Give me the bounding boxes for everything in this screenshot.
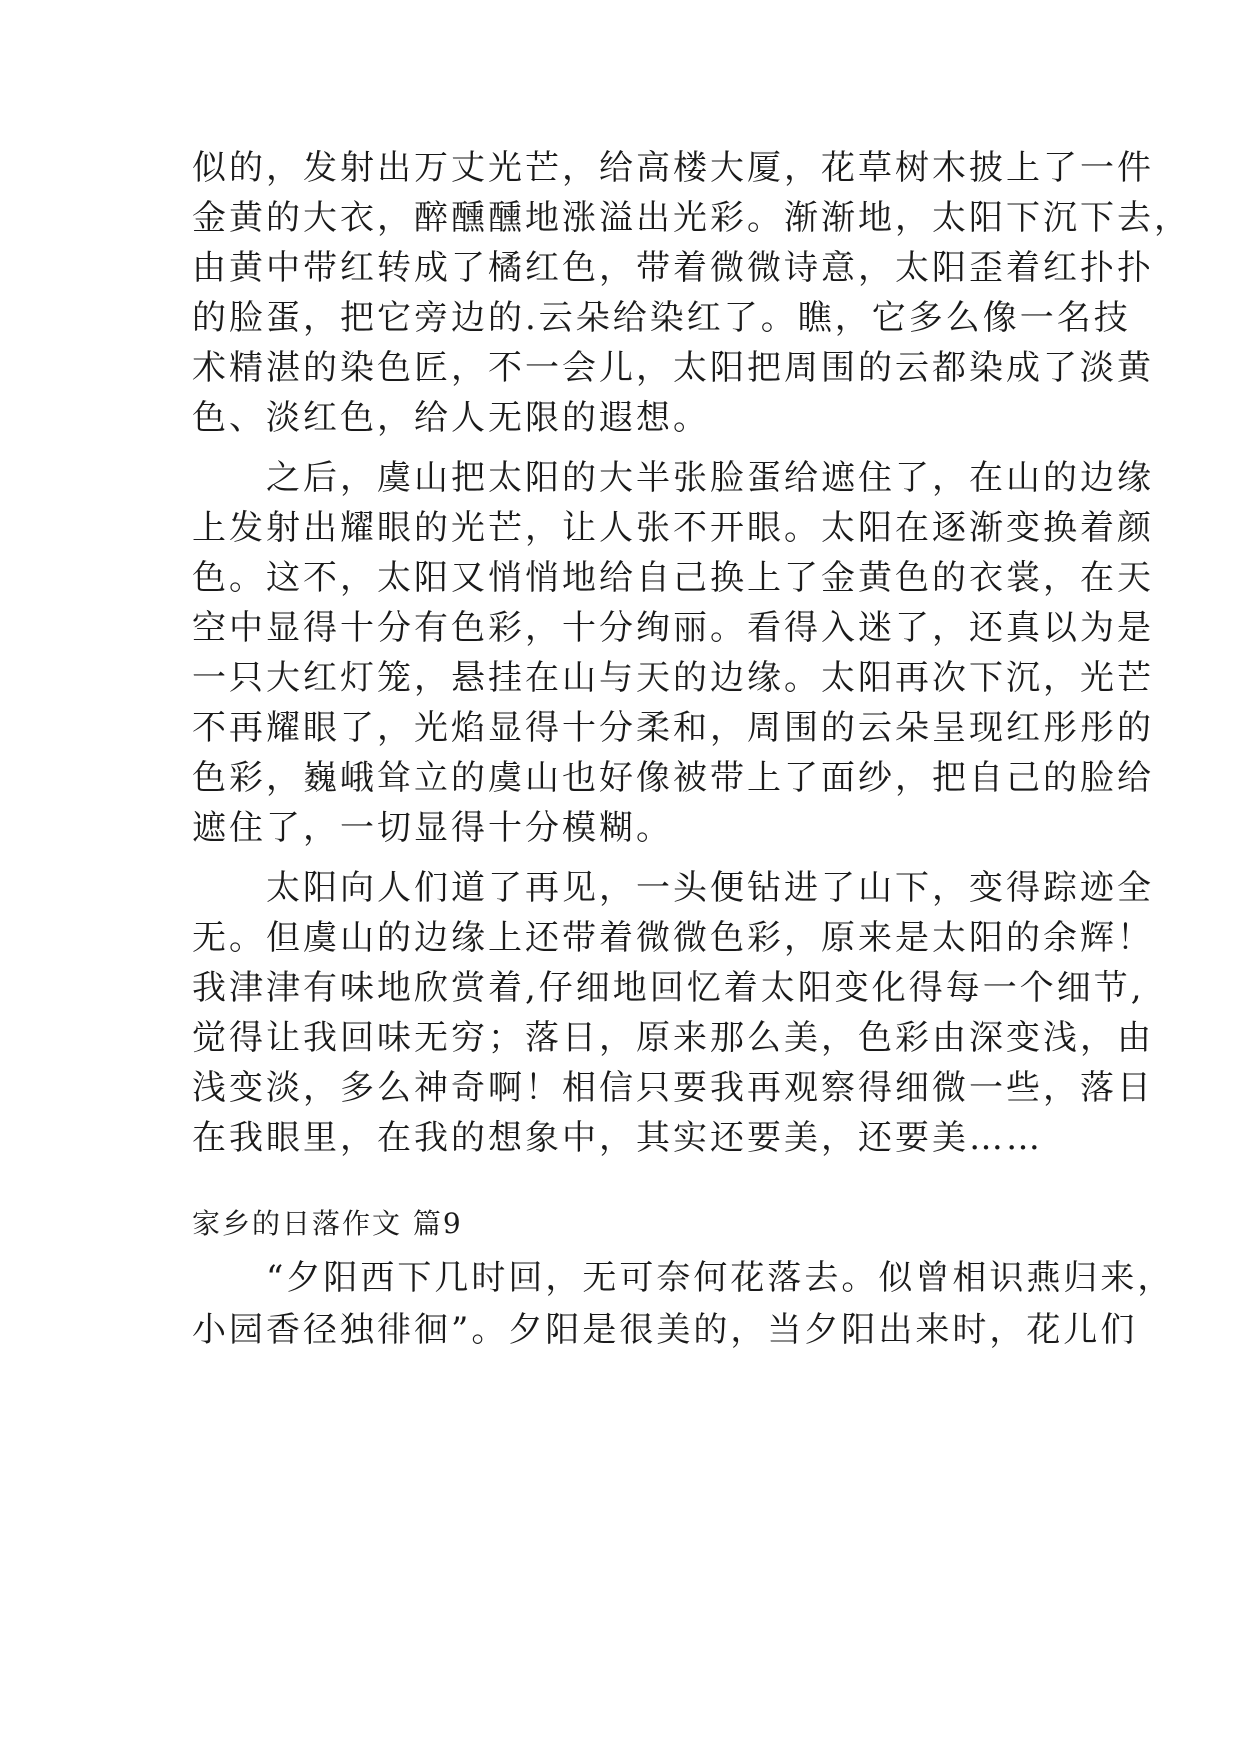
section-heading: 家乡的日落作文 篇9: [192, 1207, 463, 1240]
text-line: 我津津有味地欣赏着,仔细地回忆着太阳变化得每一个细节,: [192, 968, 1145, 1008]
text-line: 太阳向人们道了再见，一头便钻进了山下，变得踪迹全: [192, 868, 1154, 908]
text-line: 遮住了，一切显得十分模糊。: [192, 808, 673, 848]
text-line: 空中显得十分有色彩，十分绚丽。看得入迷了，还真以为是: [192, 608, 1154, 648]
text-line: 由黄中带红转成了橘红色，带着微微诗意，太阳歪着红扑扑: [192, 248, 1154, 288]
text-line: 的脸蛋，把它旁边的.云朵给染红了。瞧，它多么像一名技: [192, 298, 1131, 338]
text-line: 觉得让我回味无穷；落日，原来那么美，色彩由深变浅，由: [192, 1018, 1154, 1058]
text-line: 无。但虞山的边缘上还带着微微色彩，原来是太阳的余辉！: [192, 918, 1154, 958]
text-line: 色。这不，太阳又悄悄地给自己换上了金黄色的衣裳，在天: [192, 558, 1154, 598]
text-line: 术精湛的染色匠，不一会儿，太阳把周围的云都染成了淡黄: [192, 348, 1154, 388]
text-line: 小园香径独徘徊”。夕阳是很美的，当夕阳出来时，花儿们: [192, 1310, 1138, 1350]
text-line: 金黄的大衣，醉醺醺地涨溢出光彩。渐渐地，太阳下沉下去，: [192, 198, 1191, 238]
text-line: 一只大红灯笼，悬挂在山与天的边缘。太阳再次下沉，光芒: [192, 658, 1154, 698]
text-line: 不再耀眼了，光焰显得十分柔和，周围的云朵呈现红彤彤的: [192, 708, 1154, 748]
text-line: 在我眼里，在我的想象中，其实还要美，还要美……: [192, 1118, 1043, 1158]
text-line: 似的，发射出万丈光芒，给高楼大厦，花草树木披上了一件: [192, 148, 1154, 188]
text-line: 浅变淡，多么神奇啊！相信只要我再观察得细微一些，落日: [192, 1068, 1154, 1108]
text-line: “夕阳西下几时回，无可奈何花落去。似曾相识燕归来，: [192, 1258, 1175, 1298]
text-line: 色、淡红色，给人无限的遐想。: [192, 398, 710, 438]
text-line: 色彩，巍峨耸立的虞山也好像被带上了面纱，把自己的脸给: [192, 758, 1154, 798]
text-line: 上发射出耀眼的光芒，让人张不开眼。太阳在逐渐变换着颜: [192, 508, 1154, 548]
text-line: 之后，虞山把太阳的大半张脸蛋给遮住了，在山的边缘: [192, 458, 1154, 498]
